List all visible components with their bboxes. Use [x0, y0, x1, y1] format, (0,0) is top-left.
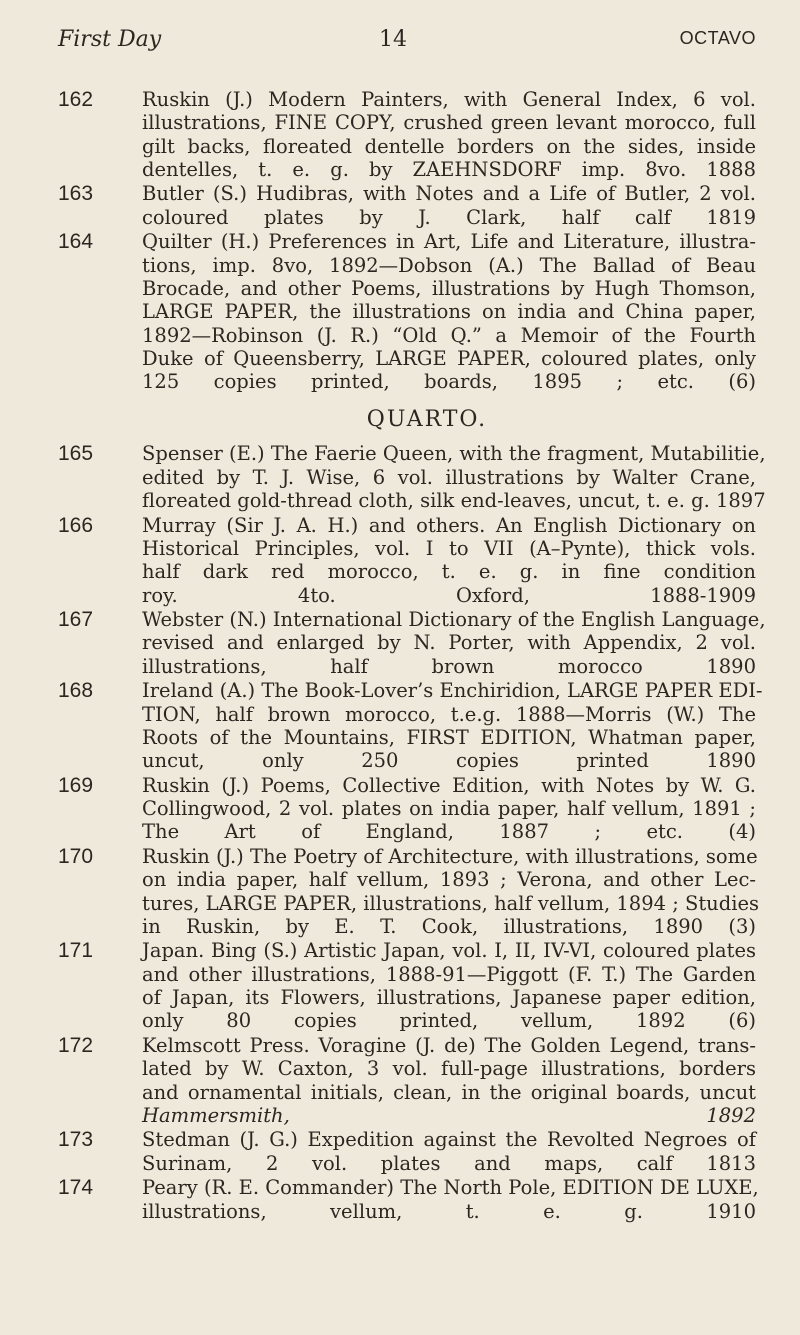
entry-line: Ruskin (J.) Modern Painters, with General Index, 6 vol. [142, 88, 756, 111]
entry-line: Spenser (E.) The Faerie Queen, with the fragment, Mutabilitie, [142, 442, 766, 466]
entry-line: Surinam, 2 vol. plates and maps, calf 1813 [142, 1151, 756, 1175]
lot-number: 166 [58, 513, 94, 537]
catalogue-entry [58, 1176, 759, 1223]
entry-line: revised and enlarged by N. Porter, with Appendix, 2 vol. [142, 631, 756, 655]
entry-line: Stedman (J. G.) Expedition against the Revolted Negroes of [142, 1128, 756, 1152]
octavo-entries [58, 88, 756, 393]
entry-line: and ornamental initials, clean, in the original boards, uncut [142, 1080, 756, 1104]
entry-line: Ruskin (J.) Poems, Collective Edition, with Notes by W. G. [142, 773, 756, 797]
entry-line: Japan. Bing (S.) Artistic Japan, vol. I, II, IV-VI, coloured plates [142, 939, 756, 963]
entry-line: Hammersmith, 1892 [142, 1103, 756, 1127]
entry-line: TION, half brown morocco, t.e.g. 1888—Morris (W.) The [142, 702, 756, 726]
entry-line: lated by W. Caxton, 3 vol. full-page illustrations, borders [142, 1057, 756, 1081]
lot-number: 165 [58, 442, 94, 466]
catalogue-entry [58, 774, 756, 844]
entry-line: Historical Principles, vol. I to VII (A–Pynte), thick vols. [142, 536, 756, 560]
entry-line: of Japan, its Flowers, illustrations, Japanese paper edition, [142, 986, 756, 1010]
entry-line: half dark red morocco, t. e. g. in fine condition [142, 560, 756, 584]
page-number: 14 [379, 27, 408, 52]
lot-number: 170 [58, 844, 94, 868]
entry-line: 1892—Robinson (J. R.) “Old Q.” a Memoir of the Fourth [142, 323, 756, 347]
entry-line: dentelles, t. e. g. by ZAEHNSDORF imp. 8vo. 1888 [142, 157, 756, 181]
catalogue-entry [58, 844, 759, 938]
quarto-entries [58, 442, 766, 1223]
entry-line: Brocade, and other Poems, illustrations by Hugh Thomson, [142, 276, 756, 300]
entry-line: The Art of England, 1887 ; etc. (4) [142, 820, 756, 844]
entry-line: Murray (Sir J. A. H.) and others. An English Dictionary on [142, 513, 756, 537]
entry-line: in Ruskin, by E. T. Cook, illustrations, 1890 (3) [142, 914, 756, 938]
entry-line: Ruskin (J.) The Poetry of Architecture, with illustrations, some [142, 844, 758, 868]
catalogue-entry [58, 679, 763, 773]
catalogue-entry [58, 608, 766, 678]
section-title: QUARTO. [366, 407, 488, 433]
entry-line: LARGE PAPER, the illustrations on india and China paper, [142, 300, 756, 324]
entry-line: Butler (S.) Hudibras, with Notes and a Life of Butler, 2 vol. [142, 182, 756, 206]
entry-line: edited by T. J. Wise, 6 vol. illustrations by Walter Crane, [142, 465, 756, 489]
entry-line: illustrations, half brown morocco 1890 [142, 654, 756, 678]
page-header [58, 27, 756, 57]
day-heading: First Day [58, 27, 162, 52]
entry-line: Webster (N.) International Dictionary of the English Language, [142, 608, 766, 632]
entry-line: Ireland (A.) The Book-Lover’s Enchiridion, LARGE PAPER EDI- [142, 679, 763, 703]
entry-line: and other illustrations, 1888-91—Piggott (F. T.) The Garden [142, 962, 756, 986]
entry-line: tures, LARGE PAPER, illustrations, half vellum, 1894 ; Studies [142, 891, 759, 915]
catalogue-entry [58, 939, 756, 1032]
catalogue-entry [58, 514, 756, 607]
catalogue-entry [58, 182, 756, 229]
catalogue-entry [58, 442, 766, 513]
lot-number: 164 [58, 230, 94, 254]
entry-line: floreated gold-thread cloth, silk end-leaves, uncut, t. e. g. 1897 [142, 489, 766, 513]
entry-line: Roots of the Mountains, FIRST EDITION, Whatman paper, [142, 725, 756, 749]
entry-line: tions, imp. 8vo, 1892—Dobson (A.) The Ballad of Beau [142, 253, 756, 277]
lot-number: 173 [58, 1128, 94, 1152]
entry-line: Kelmscott Press. Voragine (J. de) The Golden Legend, trans- [142, 1033, 756, 1057]
lot-number: 163 [58, 182, 94, 206]
entry-line: illustrations, vellum, t. e. g. 1910 [142, 1199, 756, 1223]
entry-line: Collingwood, 2 vol. plates on india paper, half vellum, 1891 ; [142, 797, 756, 821]
lot-number: 169 [58, 773, 94, 797]
lot-number: 171 [58, 939, 94, 963]
catalogue-entry [58, 230, 756, 393]
catalogue-entries [58, 88, 766, 1224]
entry-line: Peary (R. E. Commander) The North Pole, EDITION DE LUXE, [142, 1176, 759, 1200]
lot-number: 167 [58, 608, 94, 632]
entry-line: Quilter (H.) Preferences in Art, Life and Literature, illustra- [142, 230, 756, 254]
lot-number: 162 [58, 88, 94, 111]
entry-line: only 80 copies printed, vellum, 1892 (6) [142, 1009, 756, 1033]
format-heading: OCTAVO [679, 28, 756, 48]
lot-number: 172 [58, 1033, 94, 1057]
entry-line: illustrations, FINE COPY, crushed green levant morocco, full [142, 111, 756, 135]
entry-line: uncut, only 250 copies printed 1890 [142, 749, 756, 773]
entry-line: 125 copies printed, boards, 1895 ; etc. (6) [142, 370, 756, 394]
lot-number: 174 [58, 1176, 94, 1200]
catalogue-entry [58, 1128, 756, 1175]
catalogue-entry [58, 88, 756, 181]
entry-line: roy. 4to. Oxford, 1888-1909 [142, 583, 756, 607]
entry-line: Duke of Queensberry, LARGE PAPER, coloured plates, only [142, 346, 756, 370]
entry-line: coloured plates by J. Clark, half calf 1819 [142, 205, 756, 229]
entry-line: gilt backs, floreated dentelle borders on the sides, inside [142, 134, 756, 158]
entry-line: on india paper, half vellum, 1893 ; Verona, and other Lec- [142, 868, 756, 892]
catalogue-entry [58, 1034, 756, 1127]
lot-number: 168 [58, 679, 94, 703]
